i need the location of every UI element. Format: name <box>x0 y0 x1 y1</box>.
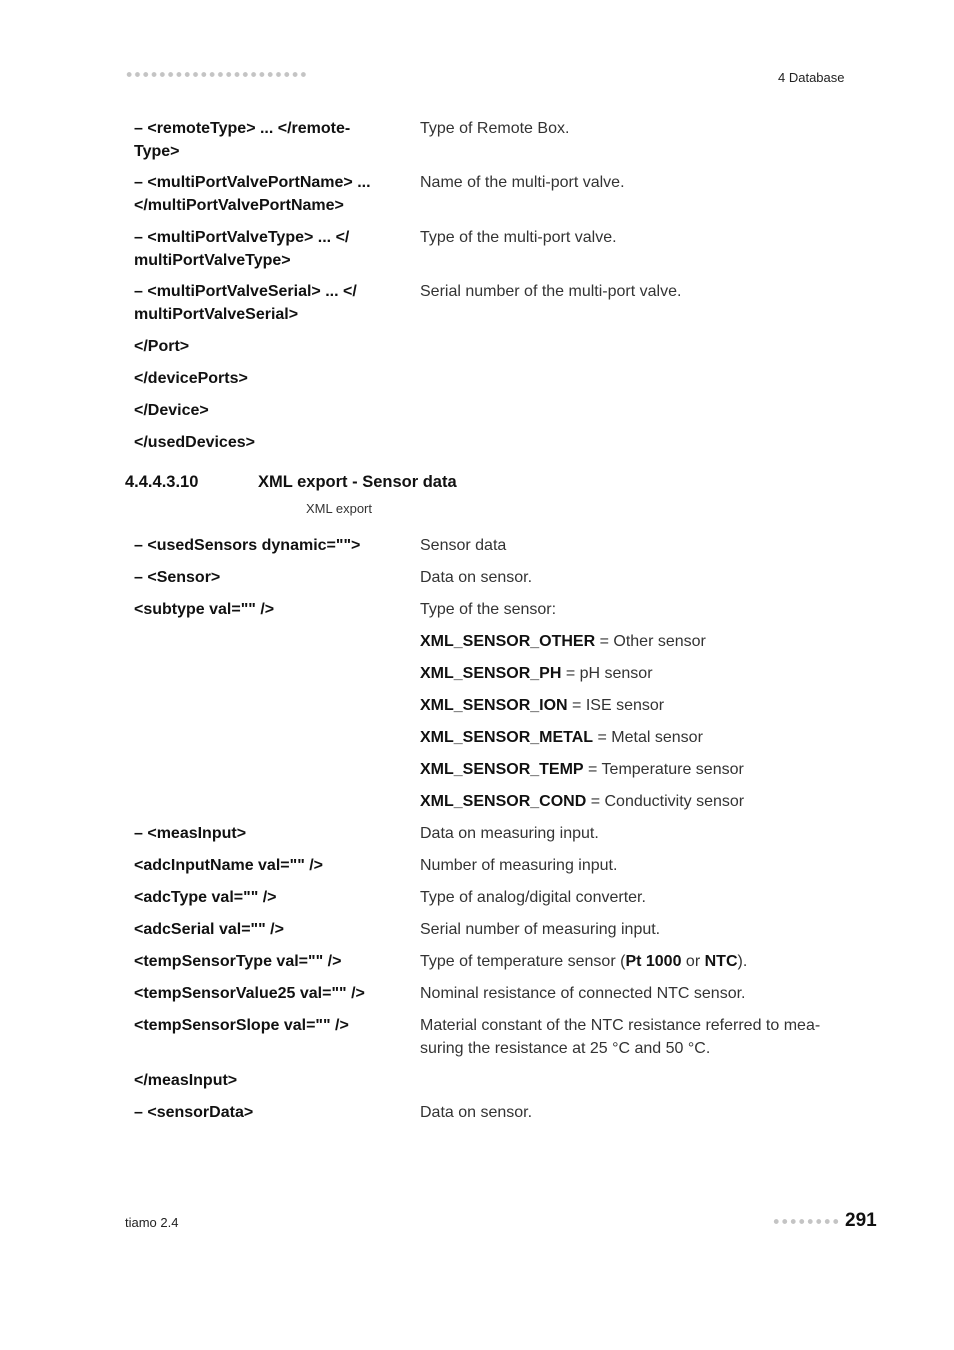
enum-value: XML_SENSOR_PH = pH sensor <box>420 665 653 682</box>
xml-tag: <tempSensorSlope val="" /> <box>134 1017 349 1034</box>
description: Serial number of the multi-port valve. <box>420 283 682 300</box>
xml-tag: – <usedSensors dynamic=""> <box>134 537 361 554</box>
page-number: 291 <box>845 1210 877 1231</box>
xml-tag: </Device> <box>134 402 209 419</box>
description: Type of temperature sensor (Pt 1000 or NTC). <box>420 953 748 970</box>
footer-decoration <box>772 1218 840 1225</box>
description: Type of Remote Box. <box>420 120 570 137</box>
description: Material constant of the NTC resistance referred to mea- suring the resistance at 25 °C and 50 °C. <box>420 1017 821 1057</box>
xml-tag: – <multiPortValveSerial> ... </ multiPortValveSerial> <box>134 283 357 323</box>
xml-tag: <adcType val="" /> <box>134 889 277 906</box>
description: Data on sensor. <box>420 569 533 586</box>
xml-tag: <adcSerial val="" /> <box>134 921 284 938</box>
section-number: 4.4.4.3.10 <box>125 473 199 491</box>
description: Data on measuring input. <box>420 825 599 842</box>
section-heading <box>125 473 457 492</box>
section-caption: XML export <box>306 501 372 516</box>
product-name: tiamo 2.4 <box>125 1215 179 1230</box>
xml-tag: </Port> <box>134 338 190 355</box>
description: Data on sensor. <box>420 1104 533 1121</box>
description: Number of measuring input. <box>420 857 618 874</box>
chapter-title: 4 Database <box>778 70 845 85</box>
description: Type of the multi-port valve. <box>420 229 617 246</box>
description: Type of analog/digital converter. <box>420 889 646 906</box>
xml-tag: – <multiPortValveType> ... </ multiPortValveType> <box>134 229 350 269</box>
xml-tag: </usedDevices> <box>134 434 255 451</box>
section-title: XML export - Sensor data <box>258 473 457 491</box>
enum-value: XML_SENSOR_TEMP = Temperature sensor <box>420 761 744 778</box>
xml-tag: <adcInputName val="" /> <box>134 857 324 874</box>
xml-tag: <tempSensorValue25 val="" /> <box>134 985 365 1002</box>
xml-tag: – <remoteType> ... </remote- Type> <box>134 120 351 160</box>
enum-value: XML_SENSOR_ION = ISE sensor <box>420 697 665 714</box>
xml-tag: – <sensorData> <box>134 1104 254 1121</box>
xml-tag: </measInput> <box>134 1072 238 1089</box>
xml-tag: – <multiPortValvePortName> ... </multiPortValvePortName> <box>134 174 371 214</box>
description: Serial number of measuring input. <box>420 921 661 938</box>
xml-tag: – <measInput> <box>134 825 247 842</box>
xml-tag: <tempSensorType val="" /> <box>134 953 342 970</box>
description: Nominal resistance of connected NTC sensor. <box>420 985 746 1002</box>
description: Sensor data <box>420 537 507 554</box>
xml-tag: – <Sensor> <box>134 569 221 586</box>
description: Type of the sensor: <box>420 601 557 618</box>
enum-value: XML_SENSOR_OTHER = Other sensor <box>420 633 706 650</box>
xml-tag: </devicePorts> <box>134 370 248 387</box>
enum-value: XML_SENSOR_METAL = Metal sensor <box>420 729 703 746</box>
enum-value: XML_SENSOR_COND = Conductivity sensor <box>420 793 745 810</box>
description: Name of the multi-port valve. <box>420 174 625 191</box>
xml-tag: <subtype val="" /> <box>134 601 275 618</box>
header-decoration <box>125 71 307 78</box>
